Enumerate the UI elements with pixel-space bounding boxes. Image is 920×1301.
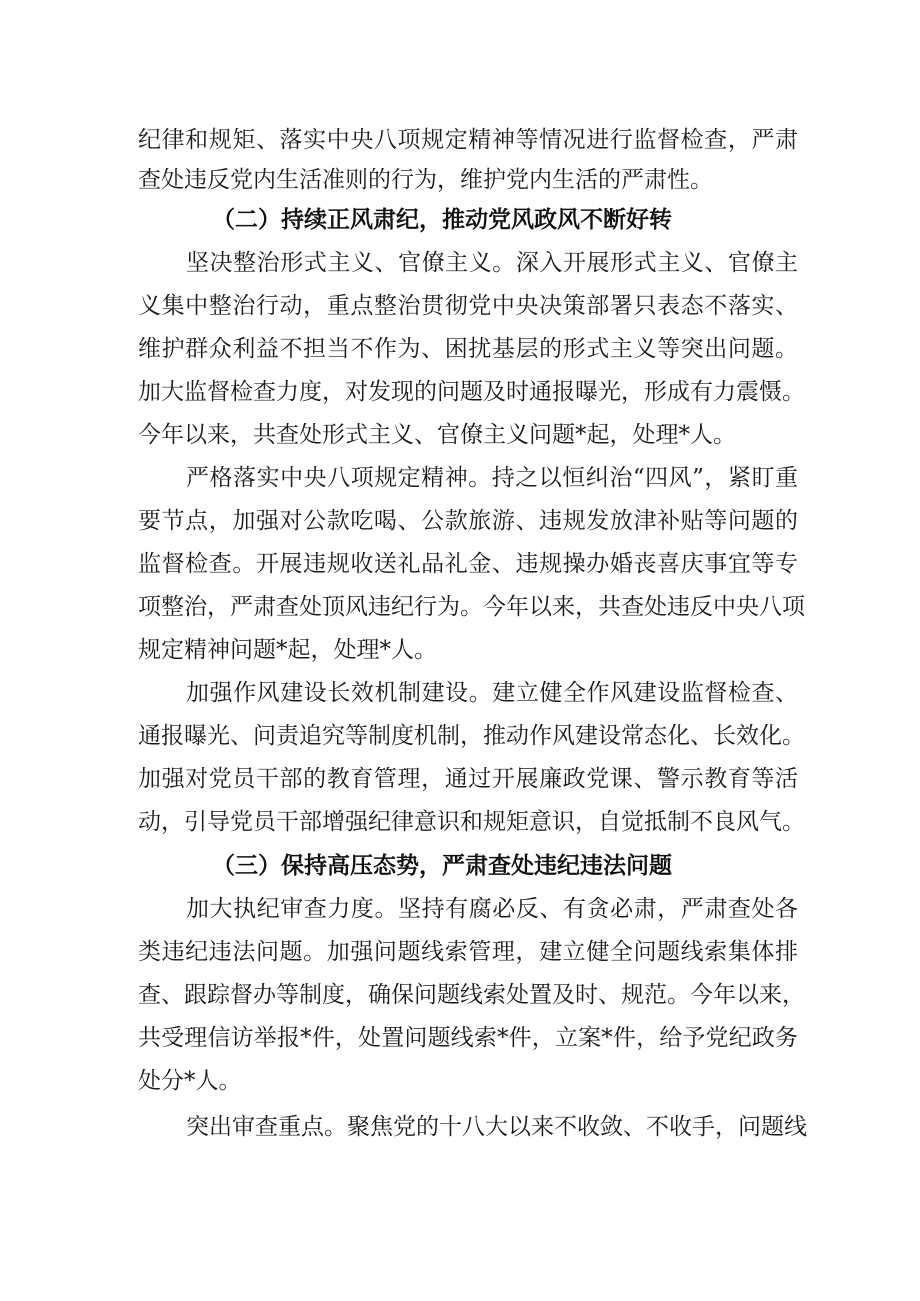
body-text-line: 严格落实中央八项规定精神。持之以恒纠治“四风”，紧盯重 <box>186 465 798 491</box>
body-text-line: 项整治，严肃查处顶风违纪行为。今年以来，共查处违反中央八项 <box>138 594 805 620</box>
body-text-line: 查处违反党内生活准则的行为，维护党内生活的严肃性。 <box>138 167 713 193</box>
body-text-line: 规定精神问题*起，处理*人。 <box>138 637 437 663</box>
body-text-line: 加强对党员干部的教育管理，通过开展廉政党课、警示教育等活 <box>138 766 798 792</box>
body-text-line: 处分*人。 <box>138 1068 242 1094</box>
body-text-line: 加强作风建设长效机制建设。建立健全作风建设监督检查、 <box>186 680 798 706</box>
body-text-line: 要节点，加强对公款吃喝、公款旅游、违规发放津补贴等问题的 <box>138 508 798 534</box>
body-text-line: 类违纪违法问题。加强问题线索管理，建立健全问题线索集体排 <box>138 939 798 965</box>
body-text-line: 加大执纪审查力度。坚持有腐必反、有贪必肃，严肃查处各 <box>186 896 798 922</box>
body-text-line: 今年以来，共查处形式主义、官僚主义问题*起，处理*人。 <box>138 422 736 448</box>
body-text-line: 坚决整治形式主义、官僚主义。深入开展形式主义、官僚主 <box>186 250 798 276</box>
body-text-line: 义集中整治行动，重点整治贯彻党中央决策部署只表态不落实、 <box>138 293 798 319</box>
body-text-line: 共受理信访举报*件，处置问题线索*件，立案*件，给予党纪政务 <box>138 1025 798 1051</box>
body-text-line: 动，引导党员干部增强纪律意识和规矩意识，自觉抵制不良风气。 <box>138 809 805 835</box>
section-heading-2: （二）持续正风肃纪，推动党风政风不断好转 <box>212 206 672 233</box>
section-heading-3: （三）保持高压态势，严肃查处违纪违法问题 <box>212 852 672 879</box>
body-text-line: 纪律和规矩、落实中央八项规定精神等情况进行监督检查，严肃 <box>138 127 798 153</box>
body-text-line: 通报曝光、问责追究等制度机制，推动作风建设常态化、长效化。 <box>138 723 805 749</box>
body-text-line: 加大监督检查力度，对发现的问题及时通报曝光，形成有力震慑。 <box>138 379 805 405</box>
body-text-line: 维护群众利益不担当不作为、困扰基层的形式主义等突出问题。 <box>138 336 798 362</box>
body-text-line: 查、跟踪督办等制度，确保问题线索处置及时、规范。今年以来， <box>138 982 805 1008</box>
body-text-line: 突出审查重点。聚焦党的十八大以来不收敛、不收手，问题线 <box>186 1114 807 1140</box>
body-text-line: 监督检查。开展违规收送礼品礼金、违规操办婚丧喜庆事宜等专 <box>138 551 798 577</box>
